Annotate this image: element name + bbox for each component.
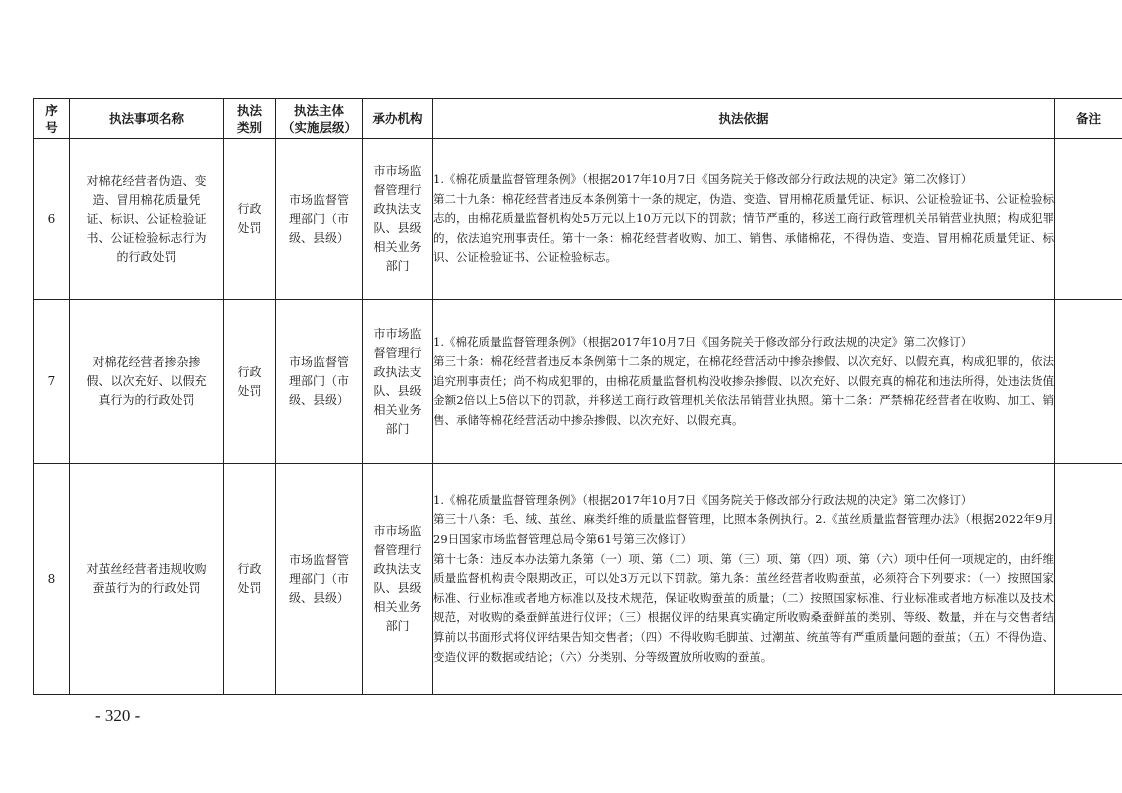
- cell-subject: 市场监督管理部门（市级、县级）: [276, 464, 363, 695]
- table-row: [34, 464, 1122, 695]
- cell-seq: 6: [34, 139, 70, 300]
- cell-item: 对棉花经营者掺杂掺假、以次充好、以假充真行为的行政处罚: [70, 300, 224, 464]
- enforcement-table: [33, 98, 1122, 695]
- cell-basis: [433, 300, 1055, 464]
- cell-basis: [433, 139, 1055, 300]
- header-subject: 执法主体（实施层级）: [276, 99, 363, 139]
- cell-category: 行政处罚: [224, 139, 276, 300]
- cell-seq: 8: [34, 464, 70, 695]
- basis-paragraph: 第三十八条：毛、绒、茧丝、麻类纤维的质量监督管理，比照本条例执行。2.《茧丝质量监督管理办法》（根据2022年9月29日国家市场监督管理总局令第61号第三次修订）: [433, 512, 1054, 547]
- basis-paragraph: 1.《棉花质量监督管理条例》（根据2017年10月7日《国务院关于修改部分行政法规的决定》第二次修订）: [433, 334, 973, 349]
- table-row: [34, 300, 1122, 464]
- cell-item: 对棉花经营者伪造、变造、冒用棉花质量凭证、标识、公证检验证书、公证检验标志行为的行政处罚: [70, 139, 224, 300]
- header-basis: 执法依据: [433, 99, 1055, 139]
- cell-category: 行政处罚: [224, 464, 276, 695]
- cell-note: [1055, 464, 1122, 695]
- cell-subject: 市场监督管理部门（市级、县级）: [276, 300, 363, 464]
- basis-paragraph: 1.《棉花质量监督管理条例》（根据2017年10月7日《国务院关于修改部分行政法规的决定》第二次修订）: [433, 172, 973, 187]
- cell-agency: 市市场监督管理行政执法支队、县级相关业务部门: [363, 464, 433, 695]
- cell-note: [1055, 139, 1122, 300]
- cell-basis: [433, 464, 1055, 695]
- basis-paragraph: 1.《棉花质量监督管理条例》（根据2017年10月7日《国务院关于修改部分行政法规的决定》第二次修订）: [433, 492, 973, 507]
- cell-category: 行政处罚: [224, 300, 276, 464]
- table-row: [34, 139, 1122, 300]
- page-number: - 320 -: [95, 706, 141, 725]
- cell-agency: 市市场监督管理行政执法支队、县级相关业务部门: [363, 139, 433, 300]
- header-category: 执法类别: [224, 99, 276, 139]
- header-note: 备注: [1055, 99, 1122, 139]
- header-row: [34, 99, 1122, 139]
- basis-paragraph: 第十七条：违反本办法第九条第（一）项、第（二）项、第（三）项、第（四）项、第（六）项中任何一项规定的，由纤维质量监督机构责令限期改正，可以处3万元以下罚款。第九条：茧丝经营者收购蚕茧，必须符合下列要求：（一）按照国家标准、行业标准或者地方标准以及技术规范，保证收购蚕茧的质量；（二）按照国家标准、行业标准或者地方标准以及技术规范，对收购的桑蚕鲜茧进行仪评；（三）根据仪评的结果真实确定所收购桑蚕鲜茧的类别、等级、数量，并在与交售者结算前以书面形式将仪评结果告知交售者；（四）不得收购毛脚茧、过潮茧、统茧等有严重质量问题的蚕茧；（五）不得伪造、变造仪评的数据或结论；（六）分类别、分等级置放所收购的蚕茧。: [433, 551, 1054, 664]
- cell-subject: 市场监督管理部门（市级、县级）: [276, 139, 363, 300]
- basis-paragraph: 第二十九条：棉花经营者违反本条例第十一条的规定，伪造、变造、冒用棉花质量凭证、标识、公证检验证书、公证检验标志的，由棉花质量监督机构处5万元以上10万元以下的罚款；情节严重的，移送工商行政管理机关吊销营业执照；构成犯罪的，依法追究刑事责任。第十一条：棉花经营者收购、加工、销售、承储棉花，不得伪造、变造、冒用棉花质量凭证、标识、公证检验证书、公证检验标志。: [433, 191, 1054, 265]
- cell-seq: 7: [34, 300, 70, 464]
- basis-paragraph: 第三十条：棉花经营者违反本条例第十二条的规定，在棉花经营活动中掺杂掺假、以次充好、以假充真，构成犯罪的，依法追究刑事责任；尚不构成犯罪的，由棉花质量监督机构没收掺杂掺假、以次充好、以假充真的棉花和违法所得，处违法货值金额2倍以上5倍以下的罚款，并移送工商行政管理机关依法吊销营业执照。第十二条：严禁棉花经营者在收购、加工、销售、承储等棉花经营活动中掺杂掺假、以次充好、以假充真。: [433, 354, 1054, 427]
- cell-item: 对茧丝经营者违规收购蚕茧行为的行政处罚: [70, 464, 224, 695]
- header-agency: 承办机构: [363, 99, 433, 139]
- header-item: 执法事项名称: [70, 99, 224, 139]
- cell-agency: 市市场监督管理行政执法支队、县级相关业务部门: [363, 300, 433, 464]
- cell-note: [1055, 300, 1122, 464]
- header-seq: 序号: [34, 99, 70, 139]
